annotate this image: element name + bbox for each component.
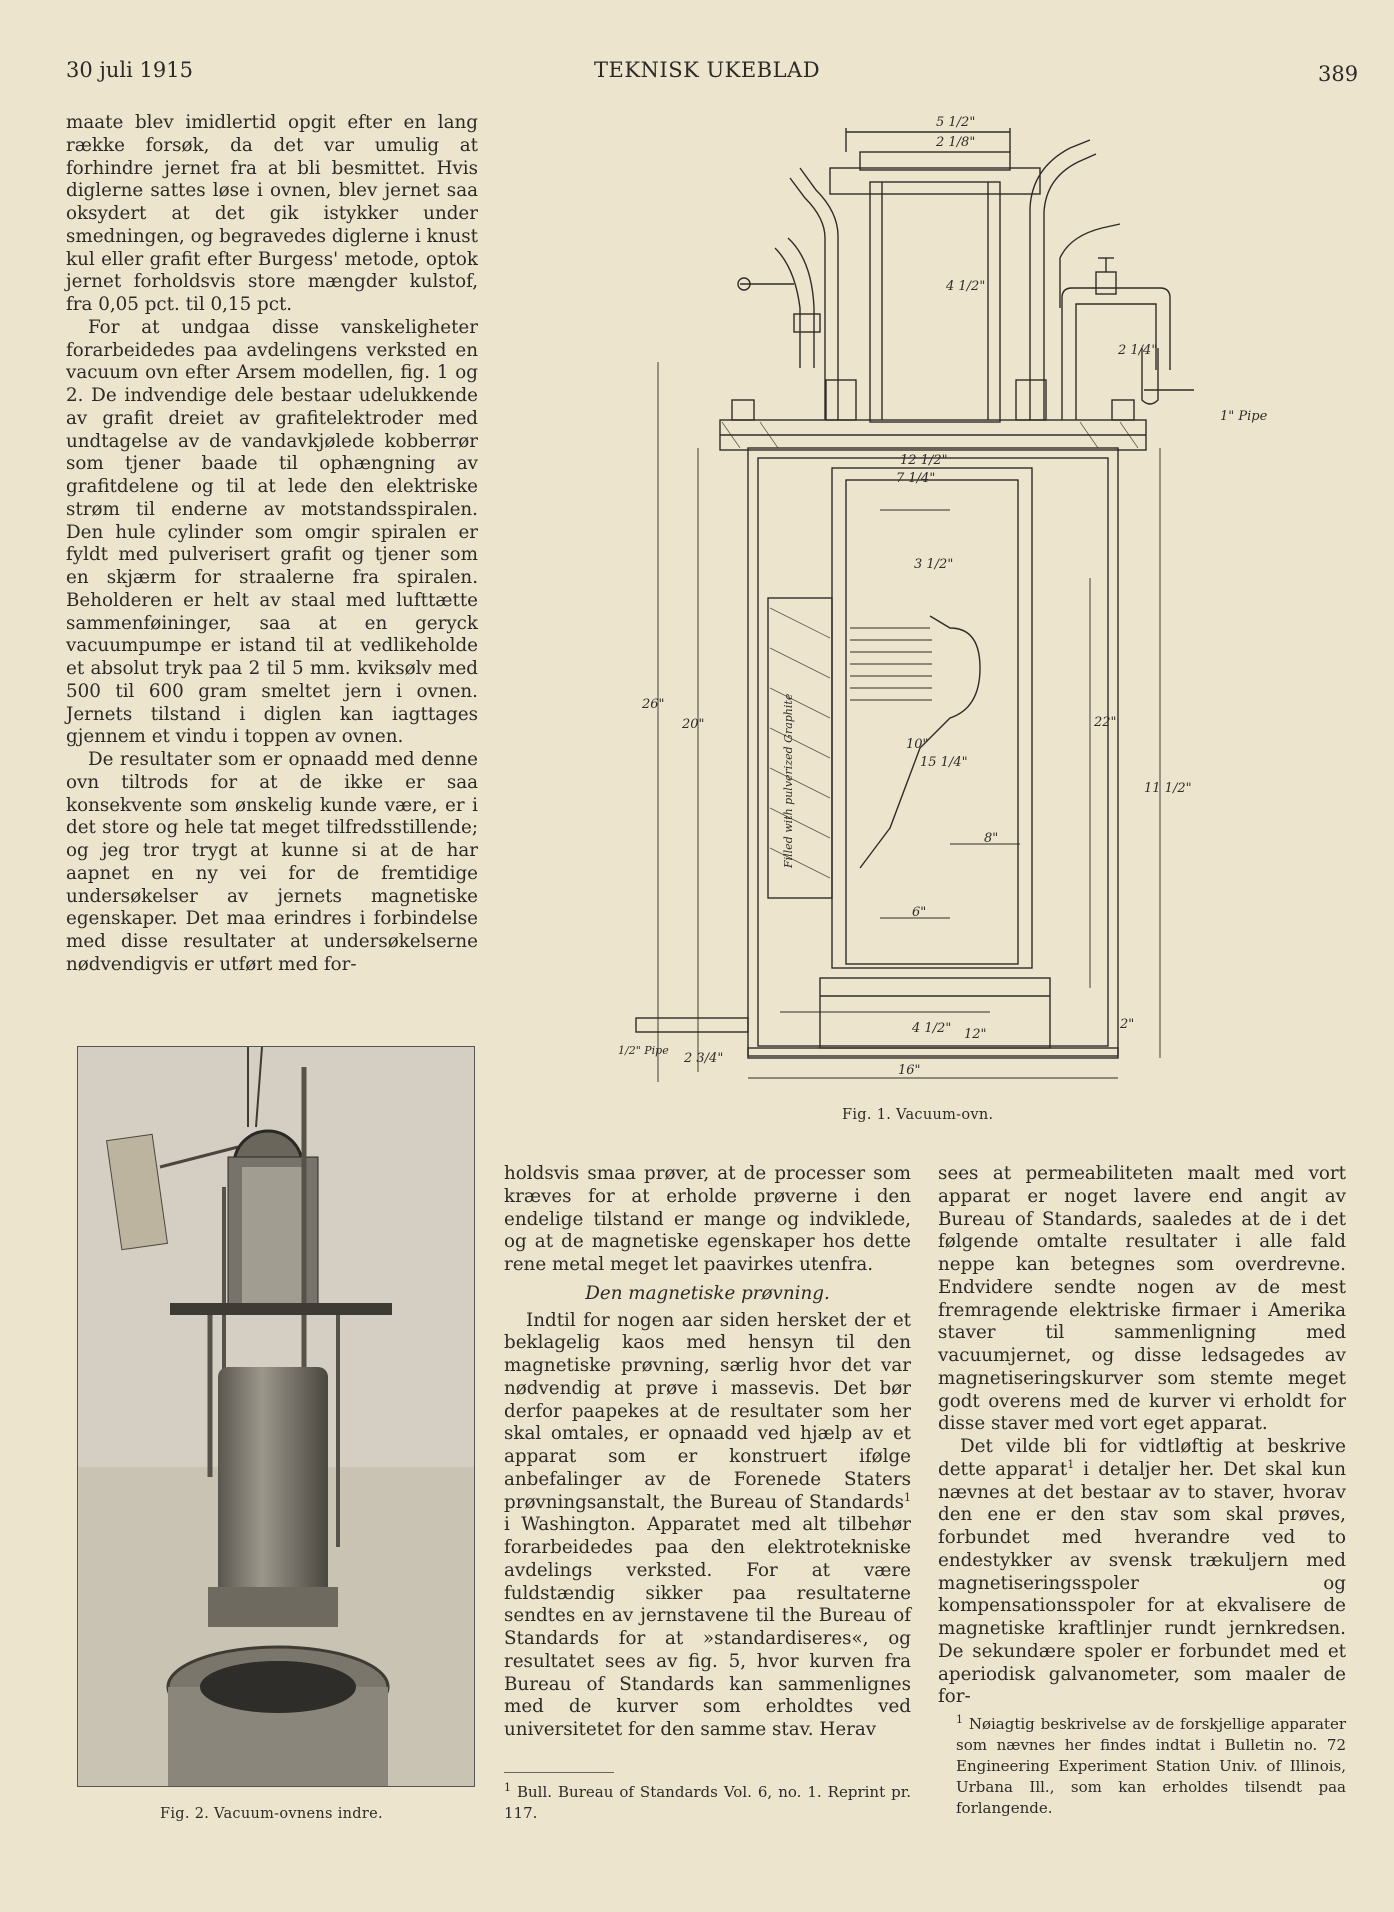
dim-2: 2" — [1120, 1017, 1135, 1032]
label-graphite-note: Filled with pulverized Graphite — [782, 693, 795, 868]
dim-12-5: 12 1/2" — [900, 453, 948, 468]
dim-2-75: 2 3/4" — [684, 1051, 724, 1066]
label-pipe-right: 1" Pipe — [1220, 409, 1268, 424]
dim-3-5: 3 1/2" — [914, 557, 954, 572]
resistance-spiral — [850, 628, 932, 700]
figure-1-vacuum-furnace-drawing — [618, 108, 1268, 1090]
right-column — [938, 1163, 1346, 1709]
middle-paragraph-2b: i Washington. Apparatet med alt tilbehør forarbeidedes paa den elektrotekniske avdelings verksted. For at være fuldstændig sikker paa resultaterne sendtes en av jernstavene til the Bureau of Standards for at »standardiseres«, og resultatet sees av fig. 5, hvor kurven fra Bureau of Standards kan sammenlignes med de kurver som erholdtes ved universitetet for den samme stav. Herav — [504, 1514, 911, 1740]
middle-paragraph-1: holdsvis smaa prøver, at de processer som kræves for at erholde prøverne i den endelige tilstand er mange og indviklede, og at de magnetiske egenskaper hos dette rene metal meget let paavirkes utenfra. — [504, 1163, 911, 1275]
right-paragraph-1: sees at permeabiliteten maalt med vort apparat er noget lavere end angit av Bureau of Standards, saaledes at de i det følgende omtalte resultater i alle fald neppe kan betegnes som overdrevne. Endvidere sendte nogen av de mest fremragende elektriske firmaer i Amerika staver til sammenligning med vacuumjernet, og disse ledsagedes av magnetiseringskurver som stemte meget godt overens med de kurver vi erholdt for disse staver med vort eget apparat. — [938, 1163, 1346, 1435]
right-footnote-text: Nøiagtig beskrivelse av de forskjellige apparater som nævnes her findes indtat i Bulletin no. 72 Engineering Experiment Station Univ. of Illinois, Urbana Ill., som kan erholdes tilsendt paa forlangende. — [956, 1715, 1346, 1817]
right-paragraph-2 — [938, 1436, 1346, 1709]
top-plate — [830, 168, 1040, 194]
middle-paragraph-2 — [504, 1310, 911, 1742]
dim-5-5: 5 1/2" — [936, 115, 976, 130]
middle-paragraph-2a: Indtil for nogen aar siden hersket der et beklagelig kaos med hensyn til den magnetiske prøvning, særlig hvor det var nødvendig at prøve i massevis. Det bør derfor paapekes at de resultater som her skal omtales, er opnaadd ved hjælp av et apparat som er konstruert ifølge anbefalinger av de Forenede Staters prøvningsanstalt, the Bureau of Standards — [504, 1309, 911, 1513]
dim-16: 16" — [898, 1063, 921, 1078]
dim-4-5: 4 1/2" — [946, 279, 986, 294]
right-paragraph-2a: Det vilde bli for vidtløftig at beskrive dette apparat — [938, 1436, 1346, 1480]
middle-footnote-mark: 1 — [504, 1781, 511, 1794]
label-pipe-left: 1/2" Pipe — [618, 1044, 669, 1057]
right-footnote — [956, 1714, 1346, 1819]
dim-10: 10" — [906, 737, 929, 752]
figure-2-photograph — [77, 1046, 475, 1787]
dim-15-25: 15 1/4" — [920, 755, 968, 770]
left-cooling-pipe — [790, 178, 825, 420]
section-heading: Den magnetiske prøvning. — [585, 1282, 830, 1304]
dim-12: 12" — [964, 1027, 987, 1042]
middle-footnote-rule — [504, 1772, 614, 1773]
middle-footnote-text: Bull. Bureau of Standards Vol. 6, no. 1. Reprint pr. 117. — [504, 1783, 911, 1822]
central-chimney — [870, 182, 1000, 422]
right-paragraph-2b: i detaljer her. Det skal kun nævnes at det bestaar av to staver, hvorav den ene er den stav som skal prøves, forbundet med hverandre ved to endestykker av svensk trækuljern med magnetiseringsspoler og kompensationsspoler for at ekvalisere de magnetiske kraftlinjer rundt jernkredsen. De sekundære spoler er forbundet med et aperiodisk galvanometer, som maaler de for- — [938, 1458, 1346, 1708]
dim-4-5-bottom: 4 1/2" — [912, 1021, 952, 1036]
header-date: 30 juli 1915 — [66, 58, 193, 82]
dim-11-5: 11 1/2" — [1144, 781, 1192, 796]
left-paragraph-3: De resultater som er opnaadd med denne ovn tiltrods for at de ikke er saa konsekvente som ønskelig kunde være, er i det store og hele tat meget tilfredsstillende; og jeg tror trygt at kunne si at de har aapnet en ny vei for de fremtidige undersøkelser av jernets magnetiske egenskaper. Det maa erindres i forbindelse med disse resultater at undersøkelserne nødvendigvis er utført med for- — [66, 749, 478, 975]
dim-2-125: 2 1/8" — [936, 135, 976, 150]
dim-8: 8" — [984, 831, 999, 846]
footnote-ref-1: 1 — [904, 1490, 911, 1504]
figure-1-caption: Fig. 1. Vacuum-ovn. — [842, 1107, 994, 1123]
page-number: 389 — [1318, 62, 1359, 86]
middle-column — [504, 1163, 911, 1742]
bottom-left-pipe — [636, 1018, 748, 1032]
dim-6: 6" — [912, 905, 927, 920]
middle-footnote — [504, 1782, 911, 1824]
left-paragraph-1: maate blev imidlertid opgit efter en lang række forsøk, da det var umulig at forhindre jernet fra at bli besmittet. Hvis diglerne sattes løse i ovnen, blev jernet saa oksydert at det gik istykker under smedningen, og begravedes diglerne i knust kul eller grafit efter Burgess' metode, optok jernet forholdsvis store mængder kulstof, fra 0,05 pct. til 0,15 pct. — [66, 112, 478, 315]
outer-shell — [748, 448, 1118, 1056]
figure-2-caption: Fig. 2. Vacuum-ovnens indre. — [160, 1806, 383, 1822]
right-footnote-mark: 1 — [956, 1713, 963, 1726]
dim-22: 22" — [1094, 715, 1117, 730]
left-column — [66, 112, 478, 977]
dim-2-25: 2 1/4" — [1118, 343, 1158, 358]
dim-26: 26" — [642, 697, 665, 712]
left-paragraph-2: For at undgaa disse vanskeligheter forarbeidedes paa avdelingens verksted en vacuum ovn efter Arsem modellen, fig. 1 og 2. De indvendige dele bestaar udelukkende av grafit dreiet av grafitelektroder med undtagelse av de vandavkjølede kobberrør som tjener baade til ophængning av grafitdelene og til at lede den elektriske strøm til enderne av motstandsspiralen. Den hule cylinder som omgir spiralen er fyldt med pulverisert grafit og tjener som en skjærm for straalerne fra spiralen. Beholderen er helt av staal med lufttætte sammenføininger, saa at en geryck vacuumpumpe er istand til at vedlikeholde et absolut tryk paa 2 til 5 mm. kviksølv med 500 til 600 gram smeltet jern i ovnen. Jernets tilstand i diglen kan iagttages gjennem et vindu i toppen av ovnen. — [66, 316, 478, 748]
journal-title: TEKNISK UKEBLAD — [594, 58, 821, 82]
inner-cylinder — [832, 468, 1032, 968]
footnote-ref-2: 1 — [1067, 1457, 1075, 1471]
dim-7-25: 7 1/4" — [896, 471, 936, 486]
dim-20: 20" — [682, 717, 705, 732]
graphite-chamber — [768, 598, 832, 898]
